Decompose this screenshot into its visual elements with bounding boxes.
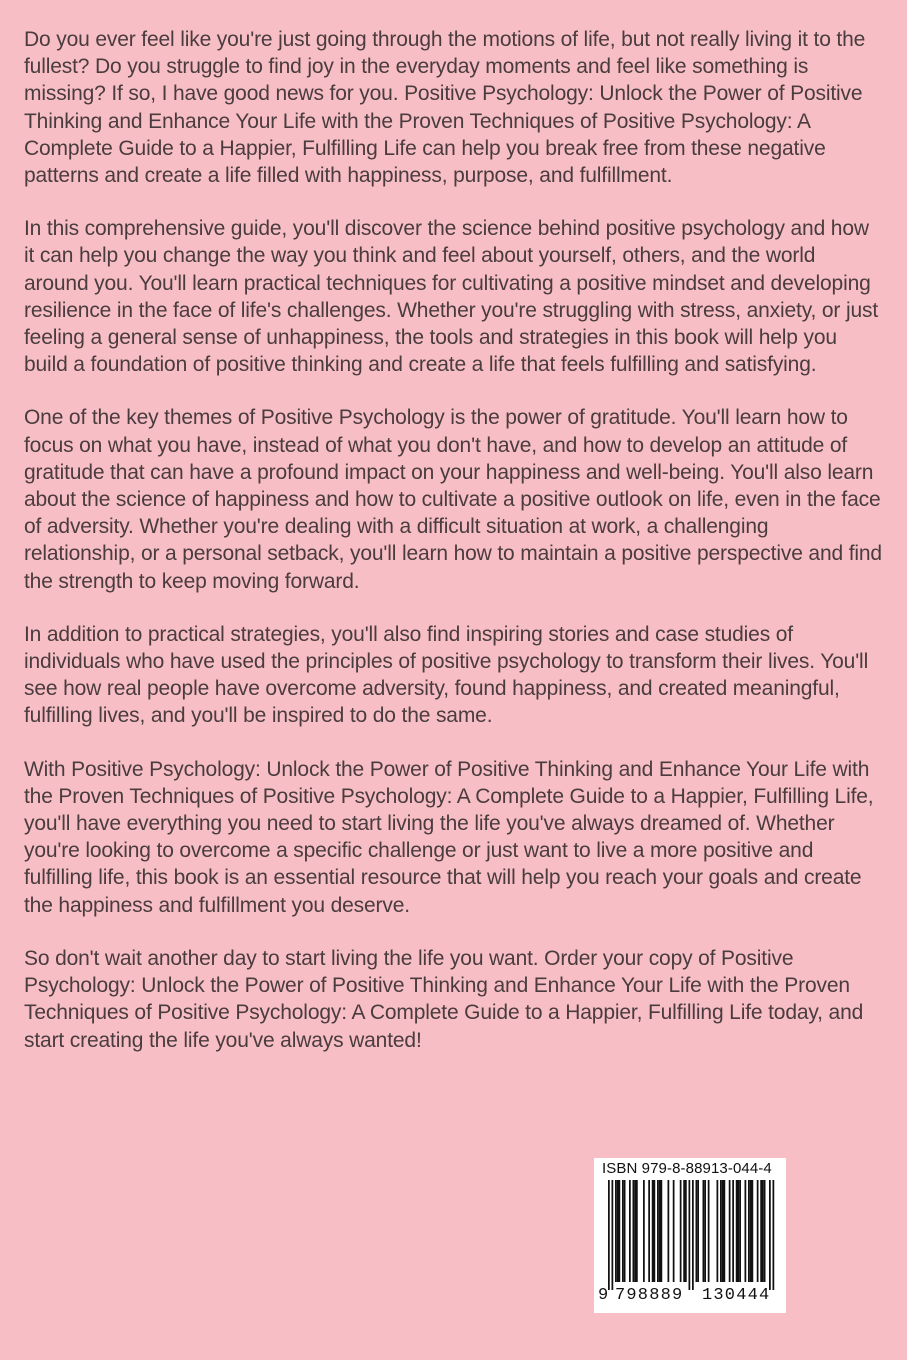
barcode-bar [617, 1180, 619, 1282]
barcode-bar [752, 1180, 754, 1282]
barcode-bar [732, 1180, 734, 1282]
barcode-bars [594, 1180, 786, 1290]
barcode-bar [722, 1180, 724, 1282]
barcode-bar [685, 1180, 687, 1282]
barcode-bar [692, 1180, 694, 1290]
barcode-bar [704, 1180, 706, 1282]
barcode-bar [657, 1180, 659, 1282]
barcode-bar [708, 1180, 710, 1282]
barcode-bar [762, 1180, 764, 1282]
barcode-bar [661, 1180, 663, 1282]
barcode-bar [703, 1180, 705, 1282]
barcode-bar [636, 1180, 638, 1282]
barcode-bar [760, 1180, 762, 1282]
barcode-bar [633, 1180, 635, 1282]
barcode-bar [696, 1180, 698, 1282]
barcode-bar [738, 1180, 740, 1282]
barcode-bar [764, 1180, 766, 1282]
barcode-bar [615, 1180, 617, 1282]
barcode-bar [769, 1180, 771, 1290]
barcode-bar [697, 1180, 699, 1282]
blurb-paragraph-5: With Positive Psychology: Unlock the Power of Positive Thinking and Enhance Your Life with the Proven Techniques of Positive Psychology: A Complete Guide to a Happier, Fulfilling Life, you'll have everything you need to start living the life you've always dreamed of. Whether you're looking to overcome a specific challenge or just want to live a more positive and fulfilling life, this book is an essential resource that will help you reach your goals and create the happiness and fulfillment you deserve. [24, 757, 874, 917]
isbn-label: ISBN 979-8-88913-044-4 [602, 1160, 772, 1177]
barcode-bar [634, 1180, 636, 1282]
barcode-bar [736, 1180, 738, 1282]
back-cover-blurb [24, 26, 882, 1080]
barcode-bar [619, 1180, 621, 1282]
barcode-digits-right: 130444 [702, 1286, 771, 1305]
barcode-bar [659, 1180, 661, 1282]
barcode-digits-left: 798889 [615, 1286, 684, 1305]
barcode-bar [668, 1180, 670, 1282]
barcode-bar [624, 1180, 626, 1282]
blurb-paragraph-3: One of the key themes of Positive Psychology is the power of gratitude. You'll learn how to focus on what you have, instead of what you don't have, and how to develop an attitude of gratitude that can have a profound impact on your happiness and well-being. You'll also learn about the science of happiness and how to cultivate a positive outlook on life, even in the face of adversity. Whether you're dealing with a difficult situation at work, a challenging relationship, or a personal setback, you'll learn how to maintain a positive perspective and find the strength to keep moving forward. [24, 406, 882, 593]
blurb-paragraph-1: Do you ever feel like you're just going through the motions of life, but not really living it to the fullest? Do you struggle to find joy in the everyday moments and feel like something is missing? If so, I have good news for you. Positive Psychology: Unlock the Power of Positive Thinking and Enhance Your Life with the Proven Techniques of Positive Psychology: A Complete Guide to a Happier, Fulfilling Life can help you break free from these negative patterns and create a life filled with happiness, purpose, and fulfillment. [24, 28, 866, 188]
barcode-bar [750, 1180, 752, 1282]
barcode-bar [717, 1180, 719, 1282]
barcode-bar [689, 1180, 691, 1290]
blurb-paragraph-4: In addition to practical strategies, you'll also find inspiring stories and case studies of individuals who have used the principles of positive psychology to transform their lives. You'll see how real people have overcome adversity, found happiness, and created meaningful, fulfilling lives, and you'll be inspired to do the same. [24, 622, 869, 728]
barcode-bar [748, 1180, 750, 1282]
barcode-bar [739, 1180, 741, 1282]
blurb-paragraph-2: In this comprehensive guide, you'll discover the science behind positive psychology and how it can help you change the way you think and feel about yourself, others, and the world around you. You'll learn practical techniques for cultivating a positive mindset and developing resilience in the face of life's challenges. Whether you're struggling with stress, anxiety, or just feeling a general sense of unhappiness, the tools and strategies in this book will help you build a foundation of positive thinking and create a life that feels fulfilling and satisfying. [24, 217, 879, 377]
barcode-bar [680, 1180, 682, 1282]
barcode-bar [745, 1180, 747, 1282]
barcode-bar [622, 1180, 624, 1282]
barcode-bar [720, 1180, 722, 1282]
blurb-paragraph-6: So don't wait another day to start living the life you want. Order your copy of Positive Psychology: Unlock the Power of Positive Thinking and Enhance Your Life with the Proven Techniques of Positive Psychology: A Complete Guide to a Happier, Fulfilling Life today, and start creating the life you've always wanted! [24, 946, 864, 1052]
barcode-bar [729, 1180, 731, 1282]
barcode-bar [643, 1180, 645, 1282]
barcode-bar [773, 1180, 775, 1290]
barcode-bar [654, 1180, 656, 1282]
barcode-digit-first: 9 [598, 1286, 609, 1305]
barcode-bar [652, 1180, 654, 1282]
barcode-bar [724, 1180, 726, 1282]
isbn-barcode [594, 1158, 786, 1313]
barcode-bar [757, 1180, 759, 1282]
barcode-bar [683, 1180, 685, 1282]
barcode-bar [612, 1180, 614, 1290]
barcode-bar [673, 1180, 675, 1282]
barcode-bar [608, 1180, 610, 1290]
barcode-bar [648, 1180, 650, 1282]
barcode-bar [629, 1180, 631, 1282]
